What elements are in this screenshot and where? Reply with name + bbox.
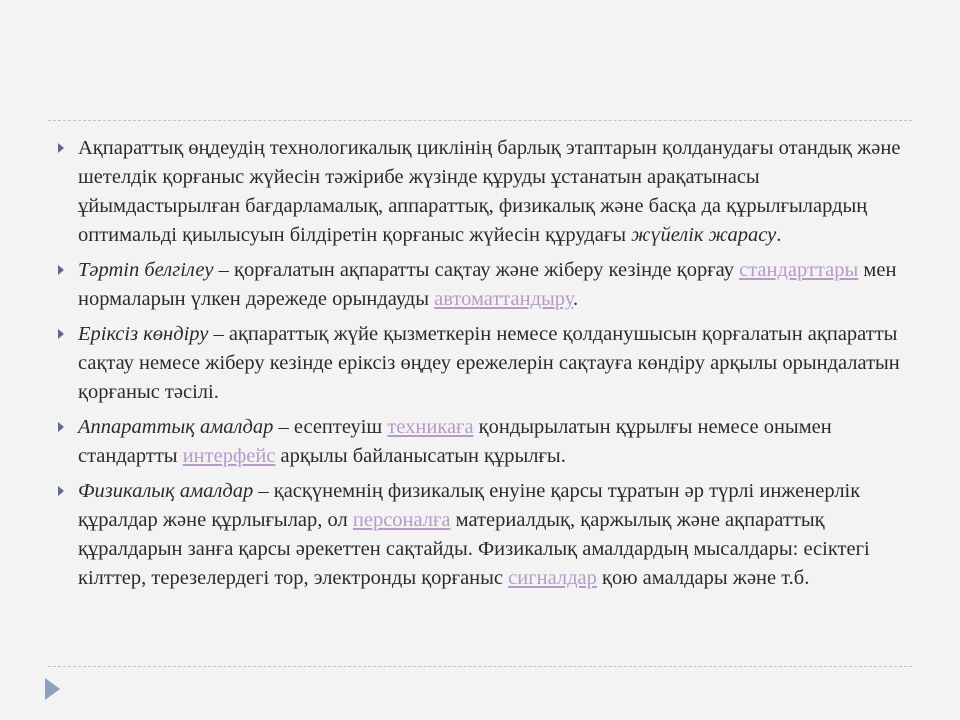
item-text: арқылы байланысатын құрылғы. — [275, 445, 566, 467]
link-personnel[interactable]: персоналға — [352, 509, 451, 531]
item-term: Аппараттық амалдар — [78, 416, 274, 438]
triangle-bullet-icon — [58, 422, 64, 432]
bullet-list — [58, 134, 910, 599]
item-term: жүйелік жарасу — [631, 224, 777, 246]
link-technique[interactable]: техникаға — [387, 416, 474, 438]
item-text: – қорғалатын ақпаратты сақтау және жіберу кезінде қорғау — [213, 259, 740, 281]
list-item-coercion — [58, 320, 910, 407]
item-term: Еріксіз көндіру — [78, 323, 209, 345]
item-text: . — [572, 288, 579, 310]
item-text: – ақпараттық жүйе қызметкерін немесе қолданушысын қорғалатын ақпаратты сақтау немесе жіберу кезінде еріксіз өңдеу ережелерін сақтауға көндіру арқылы орындалатын қорғаныс тәсілі. — [78, 323, 900, 403]
link-automation[interactable]: автоматтандыру — [434, 288, 573, 310]
top-divider — [48, 120, 912, 121]
link-interface[interactable]: интерфейс — [182, 445, 276, 467]
link-signals[interactable]: сигналдар — [508, 567, 597, 589]
item-text: Ақпараттық өңдеудің технологикалық циклінің барлық этаптарын қолданудағы отандық және шетелдік қорғаныс жүйесін тәжірибе жүзінде құруды ұстанатын арақатынасы ұйымдастырылған бағдарламалық, аппараттық, физикалық және басқа да құрылғылардың оптимальді қиылысуын білдіретін қорғаныс жүйесін құрудағы — [78, 137, 901, 246]
item-text: мен нормаларын үлкен дәрежеде орындауды — [78, 259, 897, 310]
triangle-bullet-icon — [58, 486, 64, 496]
item-text: – қасқүнемнің физикалық енуіне қарсы тұратын әр түрлі инженерлік құралдар және құрлығылар, ол — [78, 480, 861, 531]
item-text: қондырылатын құрылғы немесе онымен стандартты — [78, 416, 832, 467]
triangle-bullet-icon — [58, 265, 64, 275]
list-item-hardware-means — [58, 413, 910, 471]
list-item-regulation — [58, 256, 910, 314]
bottom-divider — [48, 666, 912, 667]
triangle-bullet-icon — [58, 143, 64, 153]
item-term: Физикалық амалдар — [78, 480, 254, 502]
item-text: материалдық, қаржылық және ақпараттық құралдарын занға қарсы әрекеттен сақтайды. Физикалық амалдардың мысалдары: есіктегі кілттер, терезелердегі тор, электронды қорғаныс — [78, 509, 870, 589]
item-text: . — [776, 224, 782, 246]
list-item-system-integration — [58, 134, 910, 250]
link-standards[interactable]: стандарттары — [739, 259, 859, 281]
list-item-physical-means — [58, 477, 910, 593]
item-text: қою амалдары және т.б. — [596, 567, 810, 589]
item-text: – есептеуіш — [273, 416, 388, 438]
triangle-bullet-icon — [58, 329, 64, 339]
item-term: Тәртіп белгілеу — [78, 259, 214, 281]
next-slide-arrow-icon[interactable] — [45, 678, 60, 700]
